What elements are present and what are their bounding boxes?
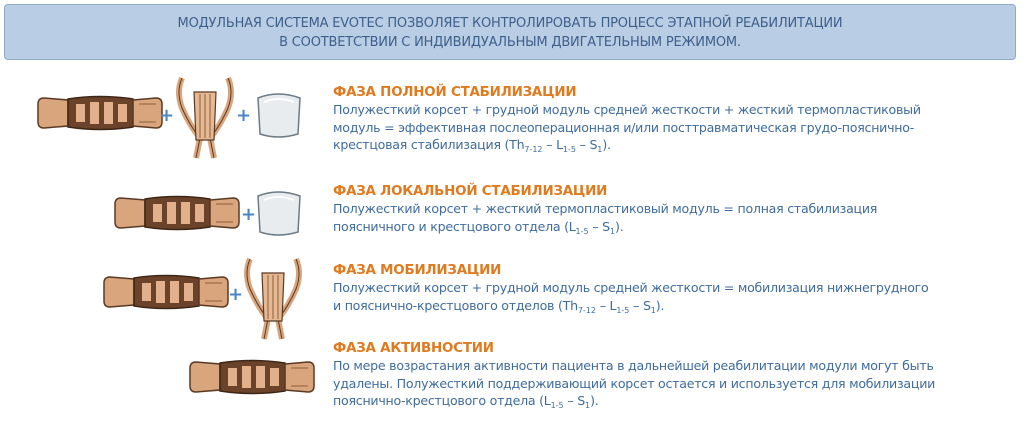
phase-description [333, 357, 1023, 415]
belt-corset-icon [104, 276, 228, 309]
phase-description [333, 101, 1023, 159]
thermoplastic-module-icon [258, 192, 300, 235]
phase-title: ФАЗА ПОЛНОЙ СТАБИЛИЗАЦИИ [333, 85, 577, 100]
desc-line: Полужесткий корсет + жесткий термопластиковый модуль = полная стабилизация [333, 201, 878, 216]
phase4-illustration [190, 361, 314, 394]
phase-description [333, 200, 1023, 240]
phase1-illustration [38, 78, 300, 158]
phase2-illustration [115, 192, 300, 235]
plus-sign: + [159, 105, 175, 126]
belt-corset-icon [190, 361, 314, 394]
phase-local-stabilization [333, 183, 1023, 240]
phase3-illustration [104, 259, 299, 339]
desc-line: По мере возрастания активности пациента в дальнейшей реабилитации модули могут быть [333, 358, 934, 373]
phase-title: ФАЗА ЛОКАЛЬНОЙ СТАБИЛИЗАЦИИ [333, 184, 608, 199]
phase-full-stabilization [333, 84, 1023, 159]
thoracic-module-icon [179, 78, 231, 158]
phase-title: ФАЗА МОБИЛИЗАЦИИ [333, 263, 502, 278]
desc-line: модуль = эффективная послеоперационная и/или посттравматическая грудо-пояснично- [333, 119, 915, 135]
plus-sign: + [241, 204, 257, 225]
phase-description [333, 279, 1023, 319]
phase-title: ФАЗА АКТИВНОСТИИ [333, 341, 494, 356]
desc-line: Полужесткий корсет + грудной модуль средней жесткости = мобилизация нижнегрудного [333, 280, 929, 295]
desc-line: пояснично-крестцового отдела $(L_{1-5} - S_1)$. [333, 393, 599, 410]
thoracic-module-icon [247, 259, 299, 339]
belt-corset-icon [115, 197, 239, 230]
desc-line: крестцовая стабилизация $(Th_{7-12} - L_{1-5} - S_1)$. [333, 137, 611, 154]
plus-sign: + [236, 105, 252, 126]
illustrations [0, 0, 330, 421]
desc-line: Полужесткий корсет + грудной модуль средней жесткости + жесткий термопластиковый [333, 102, 921, 117]
desc-line: поясничного и крестцового отдела $(L_{1-5} - S_1)$. [333, 218, 624, 236]
banner-line-2: В СООТВЕТСТВИИ С ИНДИВИДУАЛЬНЫМ ДВИГАТЕЛЬНЫМ РЕЖИМОМ. [279, 35, 741, 50]
banner-line-1: МОДУЛЬНАЯ СИСТЕМА EVOTEC ПОЗВОЛЯЕТ КОНТРОЛИРОВАТЬ ПРОЦЕСС ЭТАПНОЙ РЕАБИЛИТАЦИИ [177, 16, 843, 31]
plus-sign: + [228, 284, 244, 305]
thermoplastic-module-icon [258, 94, 300, 137]
phase-activity [333, 340, 1023, 415]
phase-mobilization [333, 262, 1023, 319]
belt-corset-icon [38, 97, 162, 130]
desc-line: и пояснично-крестцового отделов $(Th_{7-12} - L_{1-5} - S_1)$. [333, 297, 665, 315]
desc-line: удалены. Полужесткий поддерживающий корсет остается и используется для мобилизации [333, 375, 936, 391]
